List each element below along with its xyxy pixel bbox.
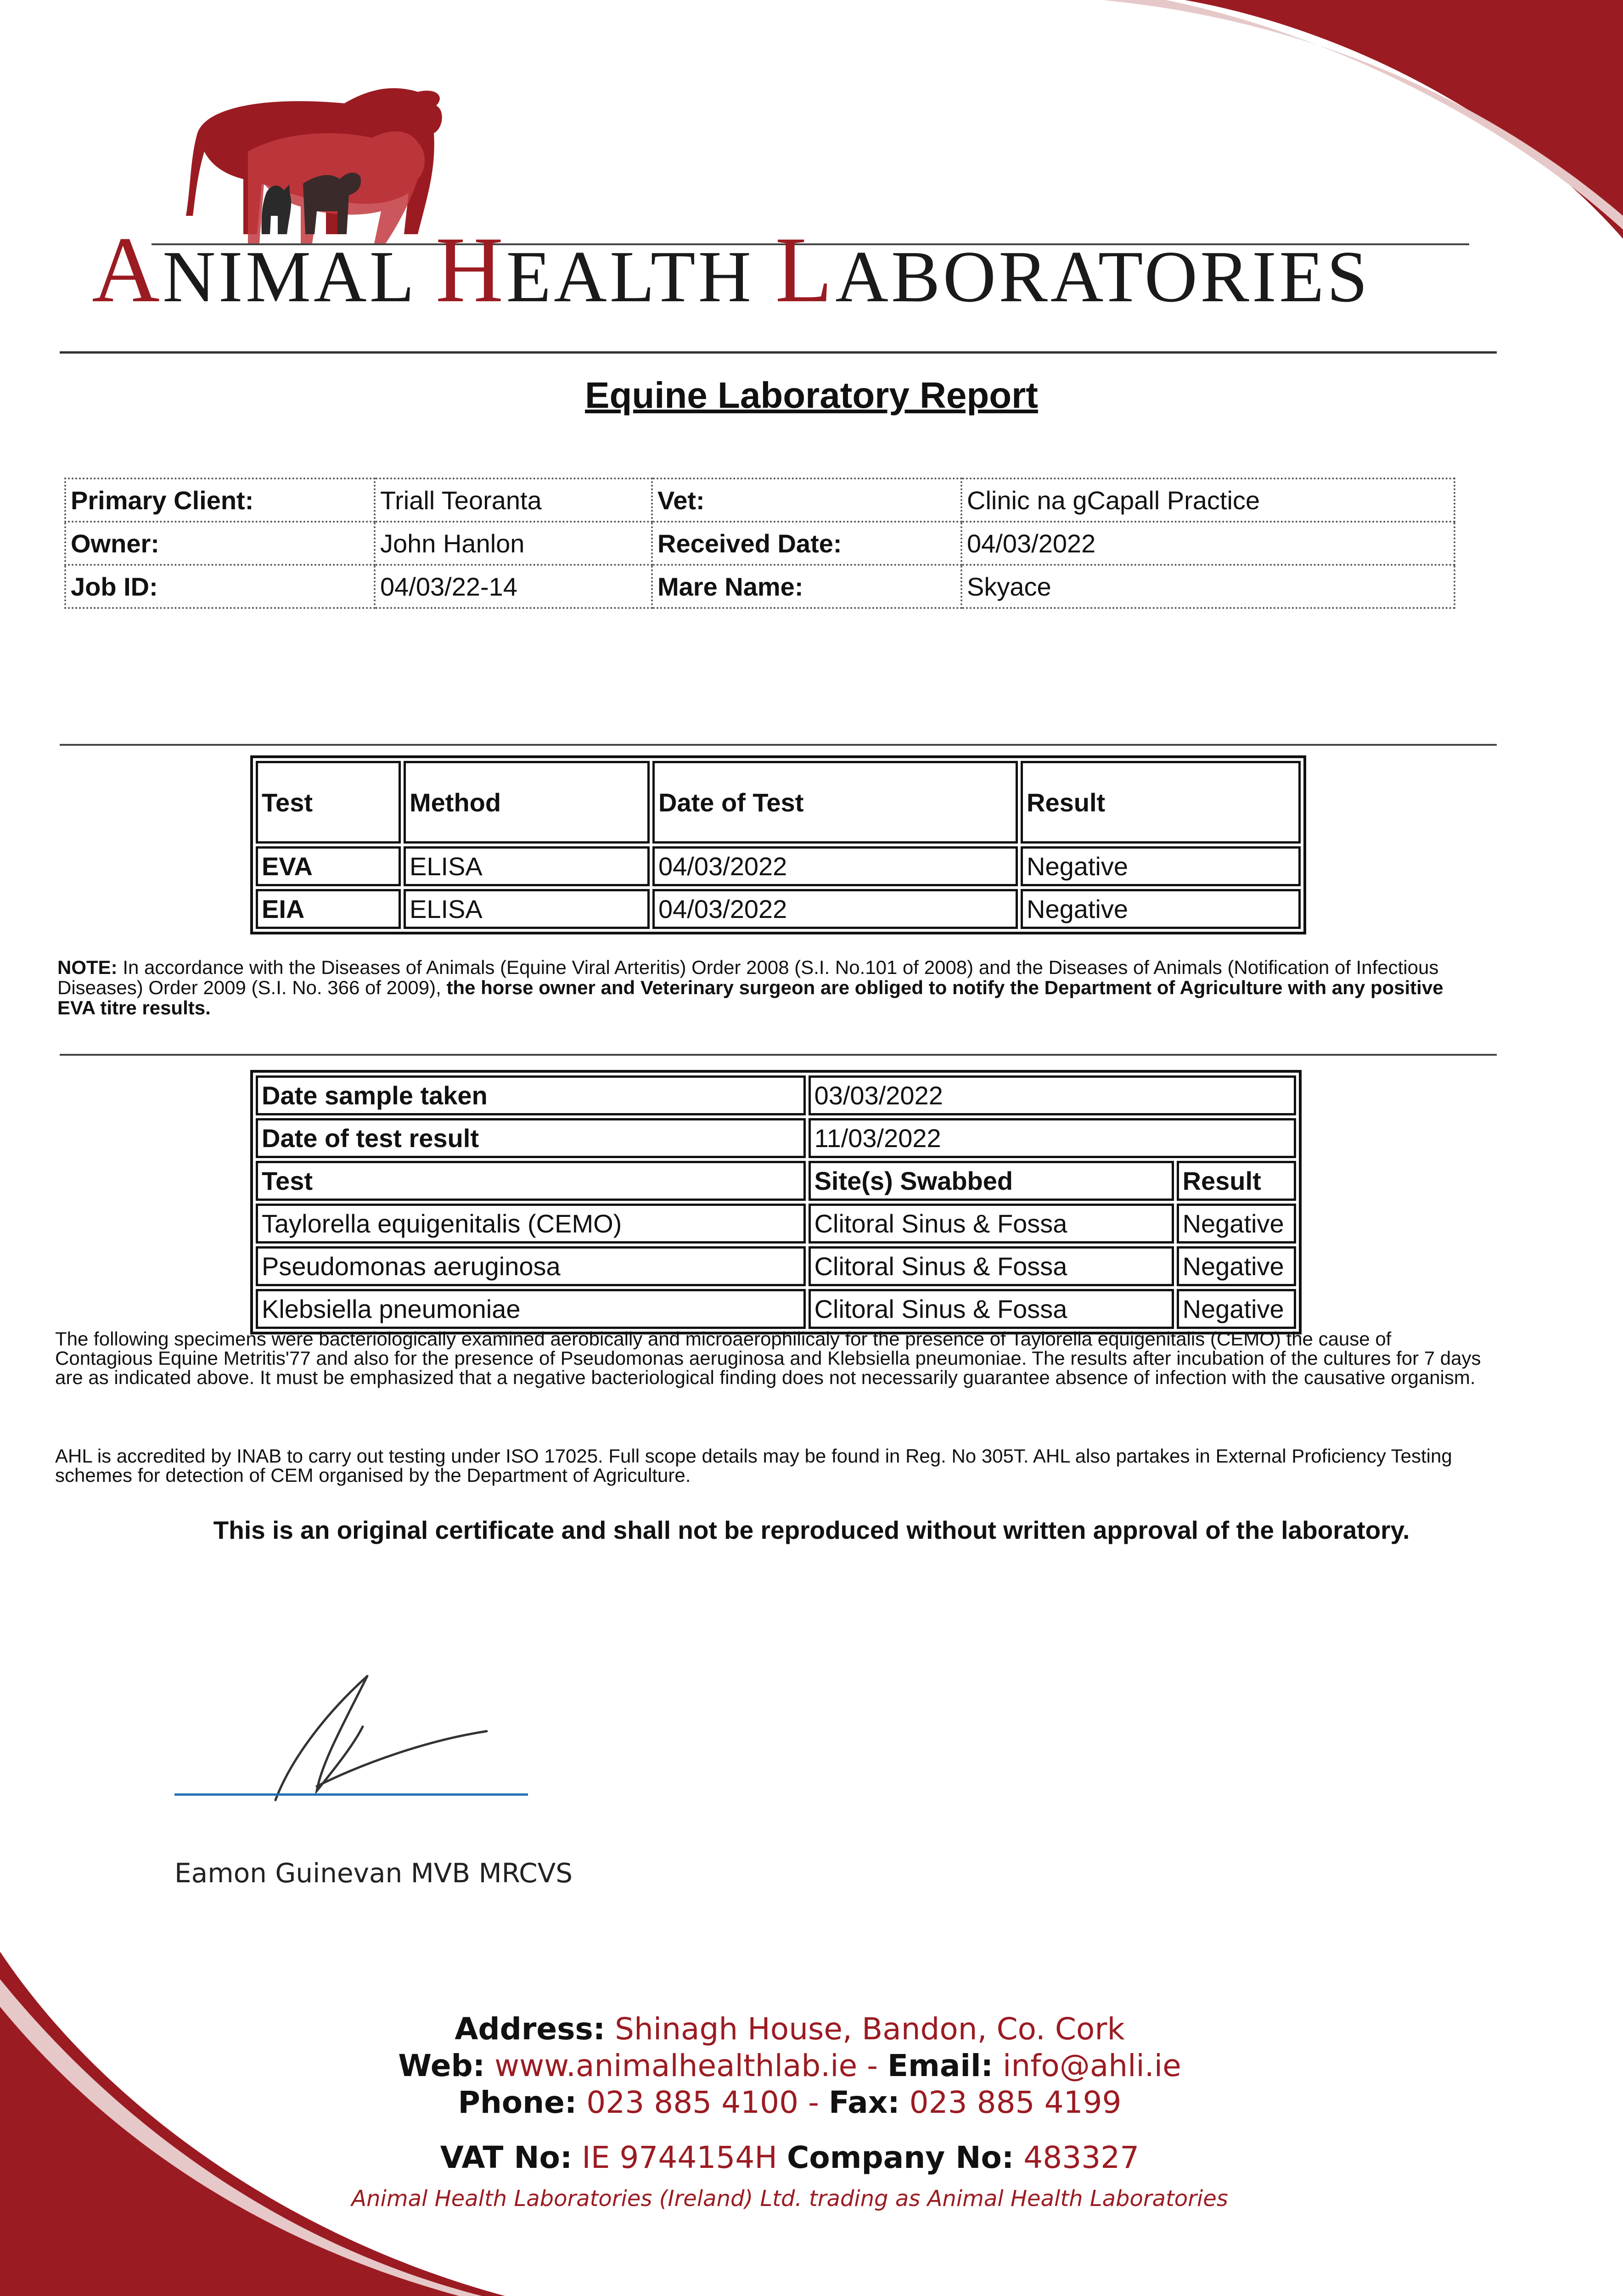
test-result: Negative: [1021, 846, 1301, 886]
mare-name-label: Mare Name:: [652, 565, 961, 608]
swab-result: Negative: [1177, 1289, 1296, 1329]
email-label: Email:: [887, 2048, 994, 2083]
table-row: [256, 1289, 1296, 1329]
table-row: [256, 1246, 1296, 1286]
header-test: Test: [256, 1161, 806, 1201]
web-label: Web:: [398, 2048, 485, 2083]
footer-tagline: Animal Health Laboratories (Ireland) Ltd. trading as Animal Health Laboratories: [351, 2186, 1228, 2212]
vat-value: IE 9744154H: [582, 2140, 777, 2175]
address-value: Shinagh House, Bandon, Co. Cork: [615, 2011, 1125, 2047]
info-row: [65, 522, 1455, 565]
primary-client-label: Primary Client:: [65, 478, 375, 522]
signature: [170, 1671, 537, 1809]
info-row: [65, 565, 1455, 608]
company-value: 483327: [1023, 2140, 1140, 2175]
header-method: Method: [404, 761, 650, 844]
header-result: Result: [1177, 1161, 1296, 1201]
fax-label: Fax:: [828, 2085, 900, 2120]
job-id-label: Job ID:: [65, 565, 375, 608]
date-of-test-result-label: Date of test result: [256, 1118, 806, 1158]
signatory-name: Eamon Guinevan MVB MRCVS: [174, 1857, 573, 1889]
note-label: NOTE:: [57, 957, 118, 978]
table-header-row: [256, 761, 1301, 844]
swab-site: Clitoral Sinus & Fossa: [809, 1289, 1174, 1329]
swab-site: Clitoral Sinus & Fossa: [809, 1246, 1174, 1286]
vet-value: Clinic na gCapall Practice: [961, 478, 1455, 522]
company-label: Company No:: [786, 2140, 1014, 2175]
header-date-of-test: Date of Test: [652, 761, 1018, 844]
note-text: In accordance with the Diseases of Animals (Equine Viral Arteritis) Order 2008 (S.I. No.101 of 2008) and the Diseases of Animals (Notification of Infectious Diseases) Order 2009 (S.I. No. 366 of 2009),: [57, 957, 1439, 998]
header-test: Test: [256, 761, 401, 844]
section-divider: [60, 744, 1497, 746]
test-method: ELISA: [404, 889, 650, 929]
swab-result: Negative: [1177, 1246, 1296, 1286]
organism-name: Taylorella equigenitalis (CEMO): [256, 1204, 806, 1244]
table-row: [256, 1118, 1296, 1158]
footer-vat-line: [0, 2140, 1579, 2175]
bacteriology-explanation: The following specimens were bacteriologically examined aerobically and microaerophilicaly for the presence of Taylorella equigenitalis (CEMO) the cause of Contagious Equine Metritis'77 and also for the presence of Pseudomonas aeruginosa and Klebsiella pneumoniae. The results after incubation of the cultures for 7 days are as indicated above. It must be emphasized that a negative bacteriological finding does not necessarily guarantee absence of infection with the causative organism.: [55, 1328, 1481, 1388]
test-date: 04/03/2022: [652, 889, 1018, 929]
organism-name: Pseudomonas aeruginosa: [256, 1246, 806, 1286]
phone-value: 023 885 4100: [586, 2085, 799, 2120]
primary-client-value: Triall Teoranta: [375, 478, 652, 522]
header-divider: [60, 351, 1497, 354]
date-sample-taken-label: Date sample taken: [256, 1075, 806, 1115]
note-bold-text: the horse owner and Veterinary surgeon are obliged to notify the Department of Agriculture with any positive EVA titre results.: [57, 977, 1443, 1019]
mare-name-value: Skyace: [961, 565, 1455, 608]
header-sites-swabbed: Site(s) Swabbed: [809, 1161, 1174, 1201]
footer-web-line: Web: www.animalhealthlab.ie - Email: info@ahli.ie: [398, 2048, 1181, 2083]
table-row: [256, 889, 1301, 929]
logo-wordmark: ANIMAL HEALTH LABORATORIES: [92, 218, 1370, 322]
date-sample-taken-value: 03/03/2022: [809, 1075, 1296, 1115]
address-label: Address:: [455, 2011, 606, 2047]
eva-notice: [57, 957, 1485, 1018]
fax-value: 023 885 4199: [909, 2085, 1122, 2120]
test-method: ELISA: [404, 846, 650, 886]
virology-test-table: [250, 755, 1306, 934]
received-date-label: Received Date:: [652, 522, 961, 565]
original-certificate-notice: This is an original certificate and shall not be reproduced without written approval of the laboratory.: [213, 1516, 1410, 1544]
test-name: EVA: [256, 846, 401, 886]
table-header-row: [256, 1161, 1296, 1201]
vat-label: VAT No:: [440, 2140, 573, 2175]
report-title: Equine Laboratory Report: [585, 375, 1038, 416]
received-date-value: 04/03/2022: [961, 522, 1455, 565]
table-row: [256, 846, 1301, 886]
footer-address-line: [0, 2011, 1579, 2047]
header-result: Result: [1021, 761, 1301, 844]
accreditation-statement: AHL is accredited by INAB to carry out testing under ISO 17025. Full scope details may be found in Reg. No 305T. AHL also partakes in External Proficiency Testing schemes for detection of CEM organised by the Department of Agriculture.: [55, 1445, 1452, 1486]
swab-result: Negative: [1177, 1204, 1296, 1244]
section-divider: [60, 1054, 1497, 1056]
corner-decoration-bottom-left: [0, 1952, 551, 2296]
table-row: [256, 1075, 1296, 1115]
info-row: [65, 478, 1455, 522]
swab-site: Clitoral Sinus & Fossa: [809, 1204, 1174, 1244]
email-link[interactable]: info@ahli.ie: [1003, 2048, 1181, 2083]
organism-name: Klebsiella pneumoniae: [256, 1289, 806, 1329]
test-date: 04/03/2022: [652, 846, 1018, 886]
web-link[interactable]: www.animalhealthlab.ie: [494, 2048, 858, 2083]
table-row: [256, 1204, 1296, 1244]
job-id-value: 04/03/22-14: [375, 565, 652, 608]
client-info-table: [64, 478, 1455, 609]
bacteriology-table: [250, 1070, 1302, 1334]
test-result: Negative: [1021, 889, 1301, 929]
test-name: EIA: [256, 889, 401, 929]
footer-phone-line: Phone: 023 885 4100 - Fax: 023 885 4199: [458, 2085, 1122, 2120]
owner-label: Owner:: [65, 522, 375, 565]
owner-value: John Hanlon: [375, 522, 652, 565]
phone-label: Phone:: [458, 2085, 577, 2120]
date-of-test-result-value: 11/03/2022: [809, 1118, 1296, 1158]
vet-label: Vet:: [652, 478, 961, 522]
